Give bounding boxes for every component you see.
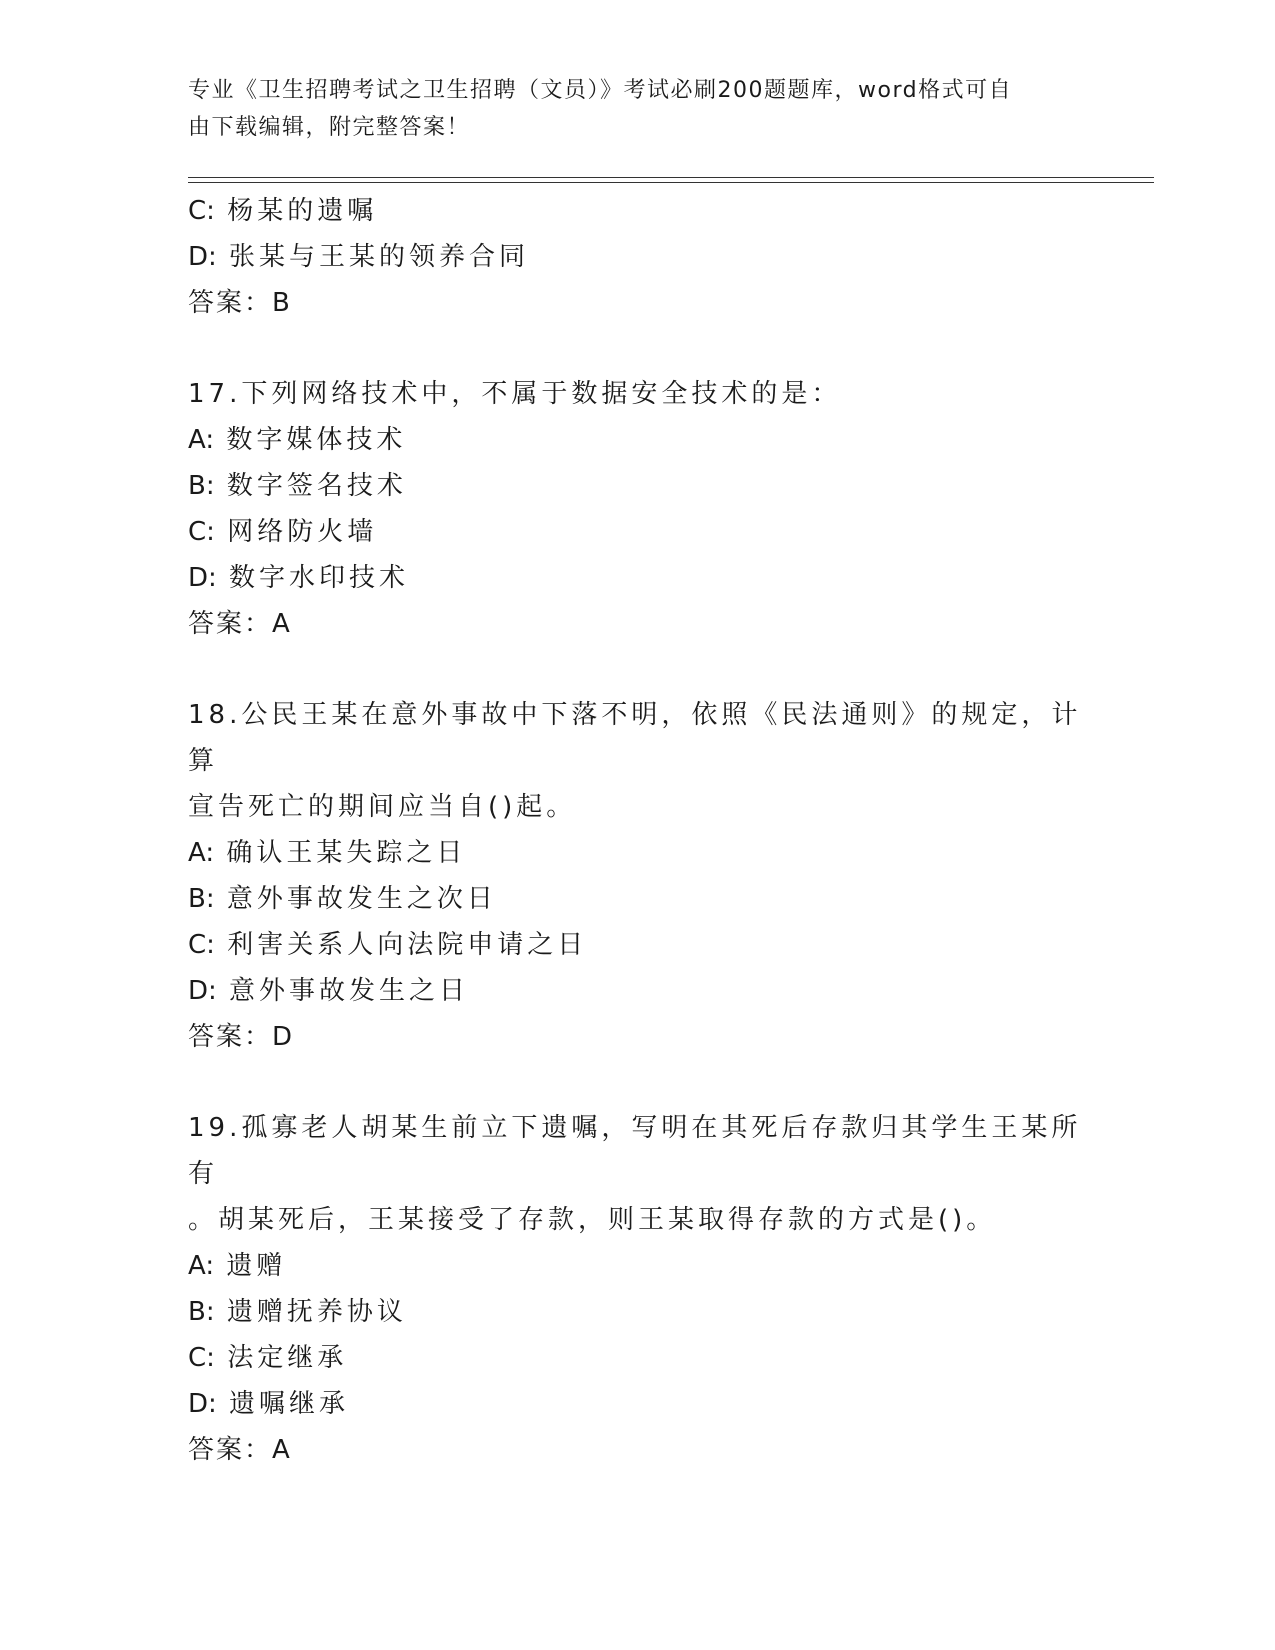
question-stem: 18.公民王某在意外事故中下落不明，依照《民法通则》的规定，计算 xyxy=(188,700,1082,776)
answer-line: 答案：B xyxy=(188,288,292,318)
continued-question xyxy=(188,188,1088,326)
option-text: 利害关系人向法院申请之日 xyxy=(227,930,588,960)
option-key: D: xyxy=(188,976,217,1006)
option-key: D: xyxy=(188,1389,217,1419)
header-line-2: 由下载编辑，附完整答案！ xyxy=(188,115,471,140)
answer-line: 答案：D xyxy=(188,1022,295,1052)
option-key: C: xyxy=(188,517,215,547)
option-text: 杨某的遗嘱 xyxy=(227,196,378,226)
option-text: 遗赠 xyxy=(226,1251,287,1281)
option-key: B: xyxy=(188,471,215,501)
option-text: 遗赠抚养协议 xyxy=(226,1297,407,1327)
option-line xyxy=(188,830,1088,876)
header-divider-top xyxy=(188,177,1154,178)
document-header xyxy=(188,72,1088,146)
option-line xyxy=(188,876,1088,922)
option-line xyxy=(188,555,1088,601)
option-key: A: xyxy=(188,838,215,868)
option-line xyxy=(188,1243,1088,1289)
option-text: 法定继承 xyxy=(227,1343,348,1373)
question-block xyxy=(188,371,1088,647)
header-line-1: 专业《卫生招聘考试之卫生招聘（文员）》考试必刷200题题库，word格式可自 xyxy=(188,78,1013,103)
option-line xyxy=(188,234,1088,280)
question-stem: 17.下列网络技术中，不属于数据安全技术的是： xyxy=(188,379,842,409)
option-key: C: xyxy=(188,196,215,226)
option-line xyxy=(188,463,1088,509)
question-block xyxy=(188,692,1088,1060)
option-text: 张某与王某的领养合同 xyxy=(229,242,530,272)
option-text: 数字水印技术 xyxy=(229,563,410,593)
option-line xyxy=(188,509,1088,555)
option-key: A: xyxy=(188,1251,215,1281)
option-text: 数字媒体技术 xyxy=(226,425,407,455)
option-key: C: xyxy=(188,1343,215,1373)
option-line xyxy=(188,968,1088,1014)
option-line xyxy=(188,1335,1088,1381)
option-line xyxy=(188,1289,1088,1335)
option-key: D: xyxy=(188,242,217,272)
question-block xyxy=(188,1105,1088,1473)
option-key: B: xyxy=(188,1297,215,1327)
option-line xyxy=(188,417,1088,463)
option-text: 网络防火墙 xyxy=(227,517,378,547)
question-stem-continuation: 宣告死亡的期间应当自()起。 xyxy=(188,792,577,822)
option-key: A: xyxy=(188,425,215,455)
option-text: 意外事故发生之次日 xyxy=(226,884,497,914)
question-list xyxy=(188,188,1088,1518)
option-text: 确认王某失踪之日 xyxy=(226,838,467,868)
answer-line: 答案：A xyxy=(188,1435,292,1465)
option-key: B: xyxy=(188,884,215,914)
question-stem: 19.孤寡老人胡某生前立下遗嘱，写明在其死后存款归其学生王某所有 xyxy=(188,1113,1082,1189)
answer-line: 答案：A xyxy=(188,609,292,639)
option-text: 意外事故发生之日 xyxy=(229,976,470,1006)
header-divider-bottom xyxy=(188,182,1154,183)
option-line xyxy=(188,1381,1088,1427)
option-text: 数字签名技术 xyxy=(226,471,407,501)
option-key: C: xyxy=(188,930,215,960)
option-line xyxy=(188,922,1088,968)
option-key: D: xyxy=(188,563,217,593)
option-line xyxy=(188,188,1088,234)
option-text: 遗嘱继承 xyxy=(229,1389,350,1419)
question-stem-continuation: 。胡某死后，王某接受了存款，则王某取得存款的方式是()。 xyxy=(188,1205,997,1235)
